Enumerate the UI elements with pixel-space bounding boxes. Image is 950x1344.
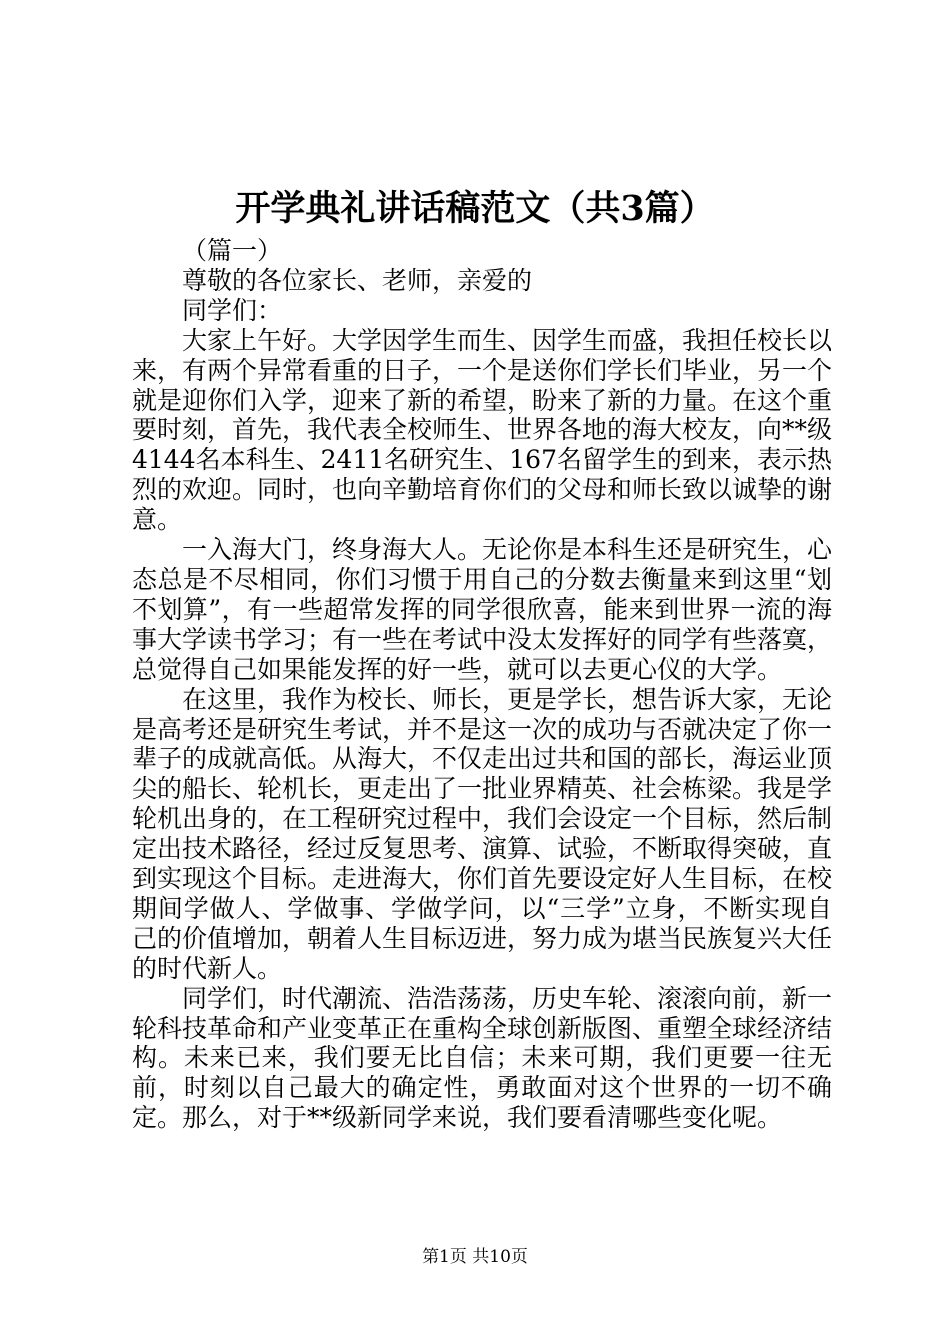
paragraph-3: 在这里，我作为校长、师长，更是学长，想告诉大家，无论是高考还是研究生考试，并不是这一次的成功与否就决定了你一辈子的成就高低。从海大，不仅走出过共和国的部长，海运业顶尖的船长、轮机长，更走出了一批业界精英、社会栋梁。我是学轮机出身的，在工程研究过程中，我们会设定一个目标，然后制定出技术路径，经过反复思考、演算、试验，不断取得突破，直到实现这个目标。走进海大，你们首先要设定好人生目标，在校期间学做人、学做事、学做学问，以“三学”立身，不断实现自己的价值增加，朝着人生目标迈进，努力成为堪当民族复兴大任的时代新人。 [132, 684, 833, 983]
document-body [132, 236, 832, 1133]
salutation-line-1: 尊敬的各位家长、老师，亲爱的 [182, 265, 533, 295]
section-label: （篇一） [182, 236, 283, 265]
document-title: 开学典礼讲话稿范文（共3篇） [235, 188, 715, 229]
paragraph-1: 大家上午好。大学因学生而生、因学生而盛，我担任校长以来，有两个异常看重的日子，一个是送你们学长们毕业，另一个就是迎你们入学，迎来了新的希望，盼来了新的力量。在这个重要时刻，首先，我代表全校师生、世界各地的海大校友，向**级4144名本科生、2411名研究生、167名留学生的到来，表示热烈的欢迎。同时，也向辛勤培育你们的父母和师长致以诚挚的谢意。 [132, 325, 833, 535]
paragraph-2: 一入海大门，终身海大人。无论你是本科生还是研究生，心态总是不尽相同，你们习惯于用自己的分数去衡量来到这里“划不划算”，有一些超常发挥的同学很欣喜，能来到世界一流的海事大学读书学习；有一些在考试中没太发挥好的同学有些落寞，总觉得自己如果能发挥的好一些，就可以去更心仪的大学。 [132, 535, 833, 684]
paragraph-4: 同学们，时代潮流、浩浩荡荡，历史车轮、滚滚向前，新一轮科技革命和产业变革正在重构全球创新版图、重塑全球经济结构。未来已来，我们要无比自信；未来可期，我们更要一往无前，时刻以自己最大的确定性，勇敢面对这个世界的一切不确定。那么，对于**级新同学来说，我们要看清哪些变化呢。 [132, 983, 833, 1133]
salutation-line-2: 同学们： [182, 295, 283, 325]
page-number-footer: 第1页 共10页 [422, 1247, 528, 1267]
